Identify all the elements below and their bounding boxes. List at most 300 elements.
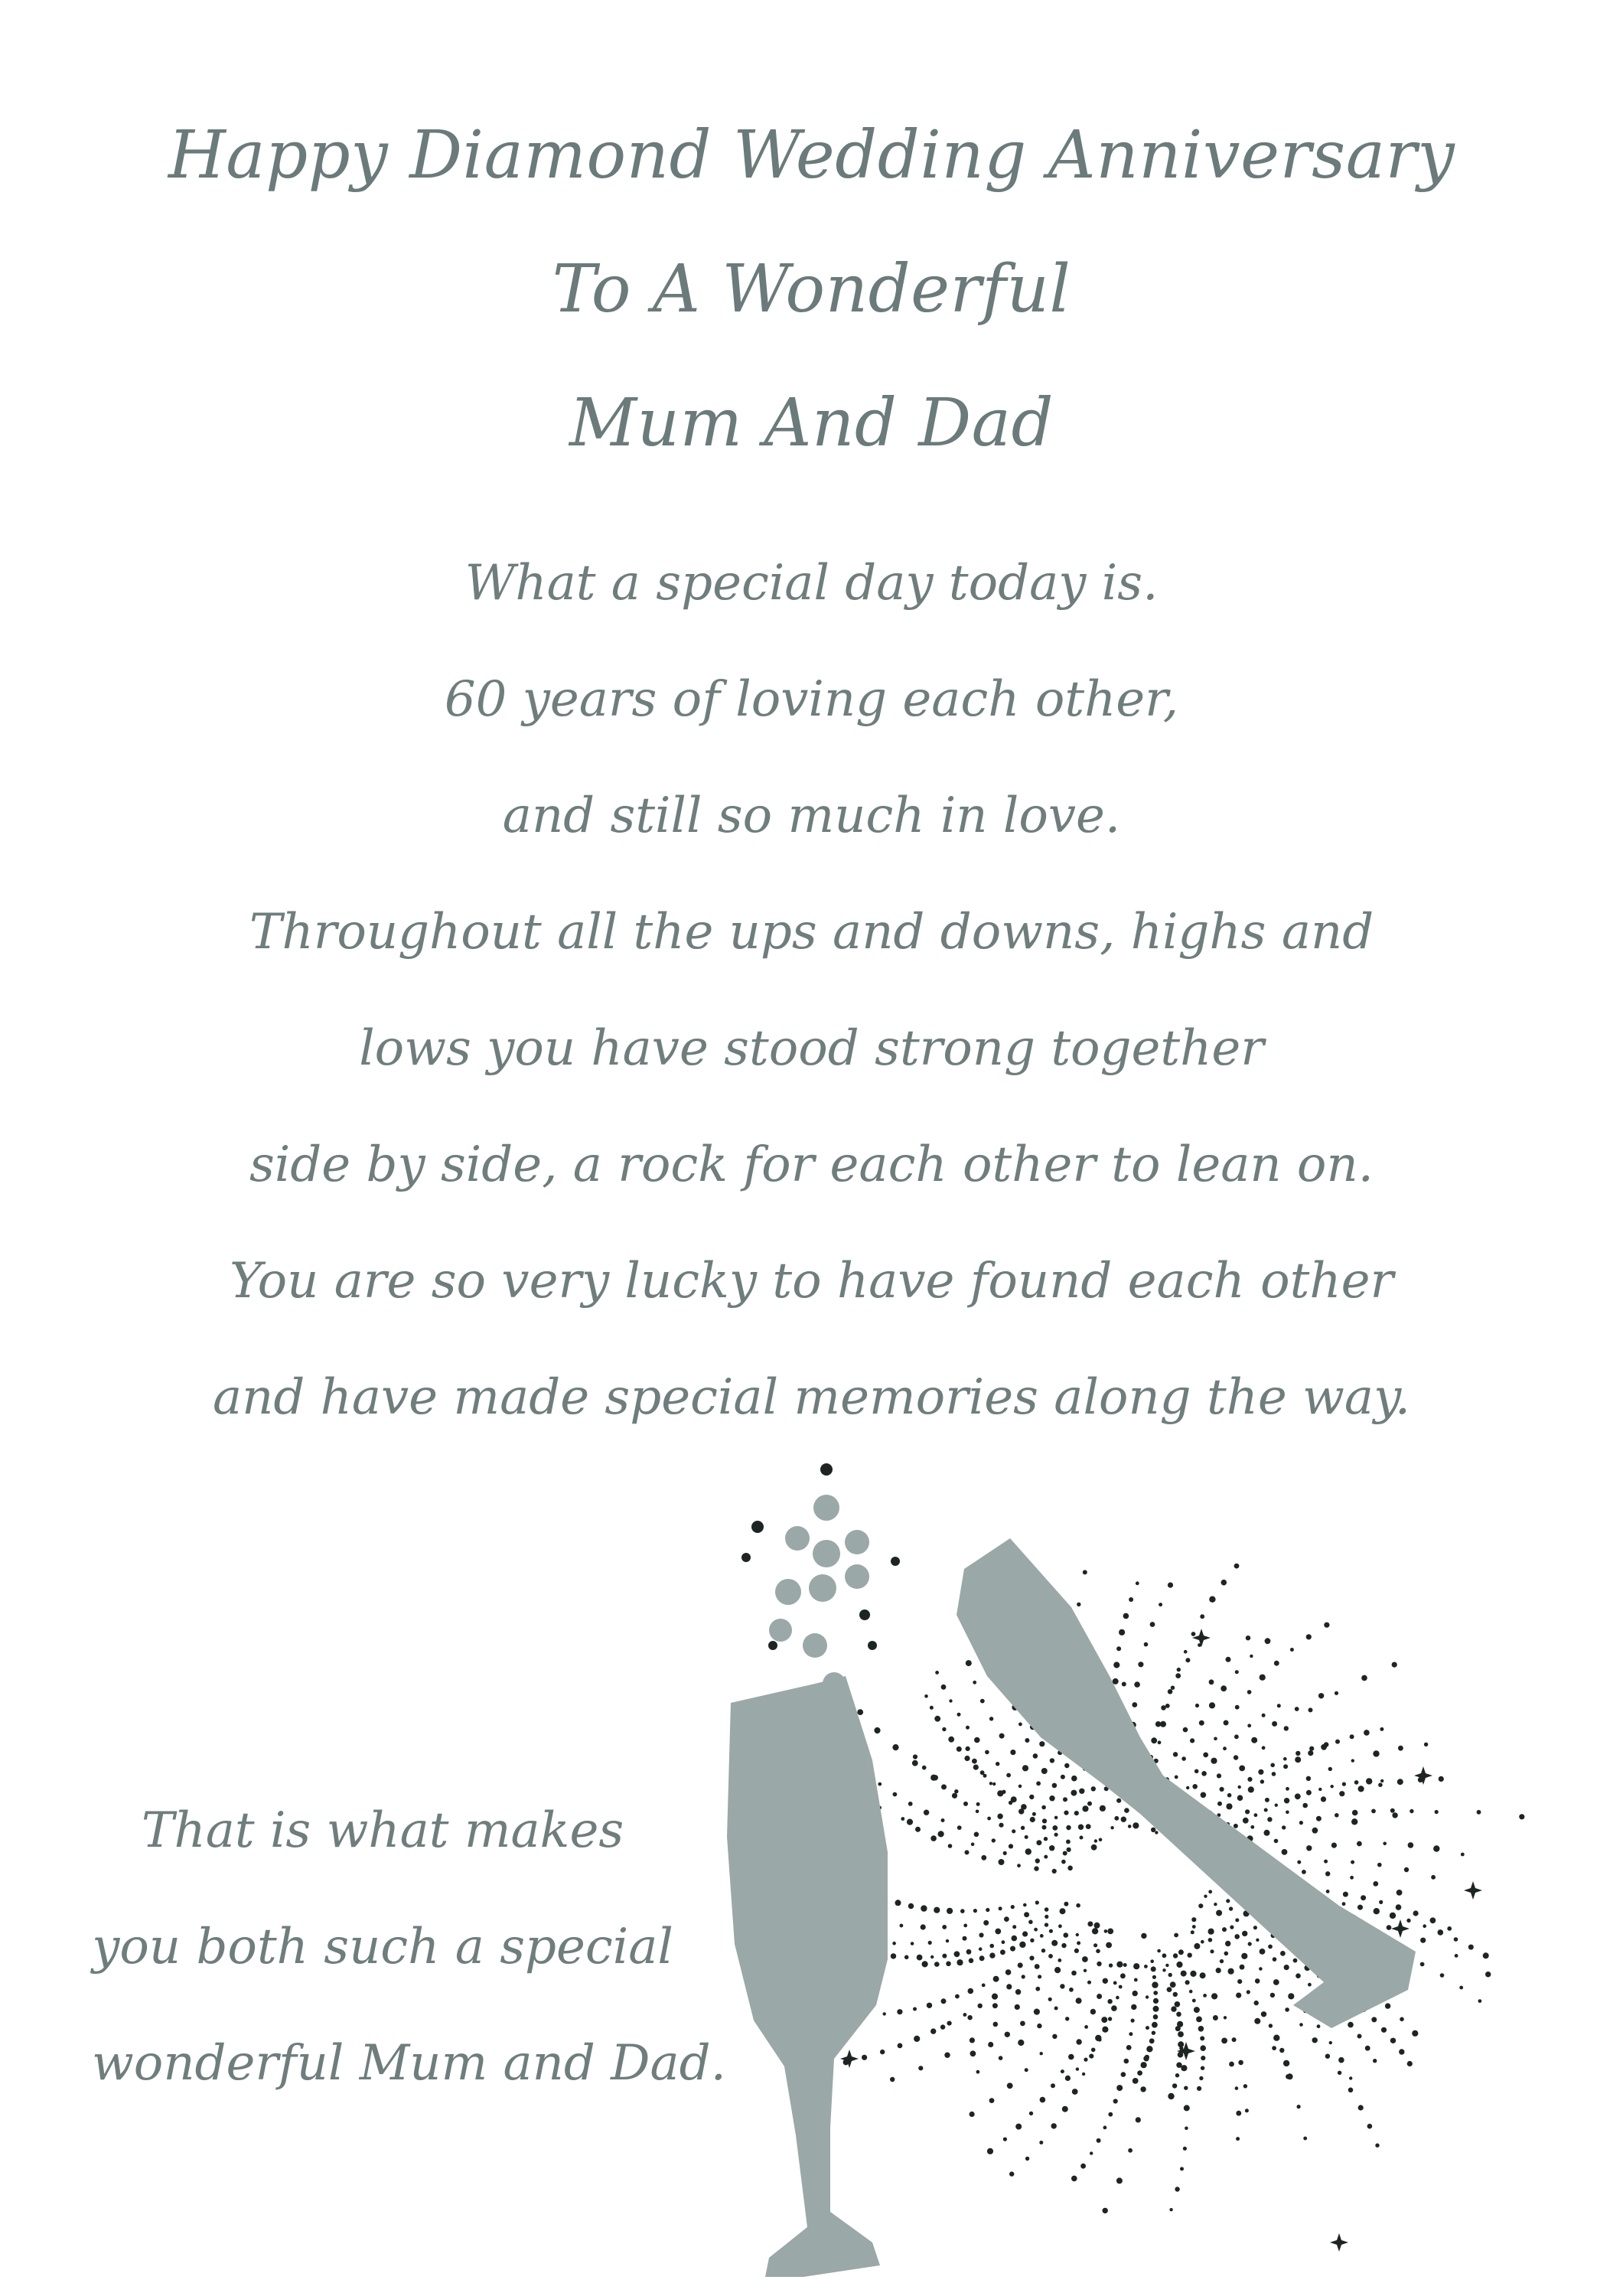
- sparkle-dot: [1002, 1940, 1005, 1944]
- sparkle-dot: [1051, 1940, 1058, 1946]
- sparkle-dot: [1208, 1929, 1214, 1935]
- sparkle-dot: [1064, 1763, 1069, 1768]
- sparkle-dot: [1192, 1925, 1196, 1929]
- sparkle-dot: [1260, 1949, 1266, 1955]
- sparkle-dot: [1143, 2056, 1149, 2061]
- sparkle-dot: [1237, 1979, 1242, 1984]
- sparkle-dot: [1468, 1945, 1474, 1950]
- sparkle-dot: [934, 1716, 940, 1722]
- sparkle-dot: [1153, 1991, 1158, 1995]
- sparkle-dot: [1071, 1971, 1077, 1976]
- sparkle-dot: [1124, 1808, 1129, 1813]
- sparkle-dot: [1051, 2123, 1057, 2128]
- sparkle-dot: [1054, 1816, 1058, 1820]
- sparkle-dot: [922, 1961, 928, 1967]
- sparkle-dot: [1184, 2105, 1190, 2111]
- sparkle-dot: [1025, 2157, 1029, 2161]
- sparkle-dot: [1238, 1786, 1241, 1789]
- sparkle-dot: [1064, 1902, 1068, 1906]
- sparkle-dot: [1061, 1943, 1066, 1948]
- sparkle-dot: [1373, 1750, 1379, 1756]
- sparkle-dot: [1381, 2027, 1387, 2033]
- sparkle-dot: [1199, 2076, 1203, 2080]
- sparkle-dot: [1258, 1769, 1263, 1775]
- sparkle-dot: [1091, 2048, 1096, 2053]
- sparkle-dot: [1217, 1802, 1222, 1806]
- sparkle-dot: [930, 1955, 934, 1958]
- sparkle-dot: [1209, 1596, 1215, 1603]
- sparkle-dot: [1288, 1993, 1294, 1999]
- sparkle-dot: [1303, 2137, 1307, 2141]
- sparkle-dot: [1151, 1737, 1157, 1743]
- sparkle-dot: [1002, 1790, 1005, 1794]
- bubble: [741, 1553, 751, 1562]
- sparkle-dot: [1485, 1971, 1491, 1977]
- sparkle-dot: [1357, 1841, 1362, 1847]
- sparkle-dot: [1234, 1564, 1240, 1569]
- sparkle-dot: [1045, 1915, 1048, 1919]
- sparkle-dot: [1335, 1691, 1338, 1695]
- sparkle-dot: [1155, 1831, 1158, 1834]
- sparkle-dot: [1107, 1929, 1113, 1935]
- sparkle-dot: [1189, 1990, 1193, 1994]
- sparkle-dot: [1129, 1597, 1133, 1602]
- sparkle-dot: [1223, 1746, 1227, 1750]
- sparkle-dot: [992, 1838, 996, 1842]
- sparkle-dot: [1190, 1971, 1196, 1977]
- sparkle-dot: [1010, 1750, 1015, 1755]
- sparkle-dot: [1478, 1999, 1482, 2003]
- sparkle-dot: [1136, 1581, 1139, 1585]
- sparkle-dot: [1357, 2034, 1362, 2039]
- sparkle-dot: [983, 1774, 987, 1778]
- sparkle-dot: [1277, 1704, 1281, 1707]
- sparkle-dot: [1060, 1908, 1066, 1914]
- sparkle-dot: [1318, 1693, 1324, 1698]
- sparkle-dot: [901, 1817, 904, 1821]
- sparkle-dot: [1191, 1917, 1196, 1922]
- sparkle-dot: [963, 1924, 967, 1928]
- sparkle-dot: [1035, 1900, 1039, 1904]
- sparkle-dot: [1197, 2086, 1201, 2091]
- bubble: [803, 1633, 827, 1658]
- sparkle-dot: [1352, 1810, 1358, 1816]
- sparkle-dot: [1150, 1622, 1155, 1627]
- sparkle-dot: [941, 1998, 947, 2004]
- sparkle-dot: [1306, 1634, 1312, 1639]
- sparkle-dot: [1306, 1845, 1312, 1851]
- sparkle-dot: [1079, 1789, 1084, 1794]
- bubble: [820, 1463, 833, 1476]
- sparkle-dot: [947, 1908, 953, 1914]
- sparkle-dot: [1392, 1662, 1397, 1668]
- sparkle-dot: [989, 1717, 993, 1720]
- sparkle-dot: [1283, 1764, 1288, 1769]
- sparkle-dot: [1146, 2046, 1152, 2052]
- sparkle-dot: [1399, 2049, 1404, 2054]
- sparkle-dot: [1171, 2006, 1176, 2011]
- sparkle-dot: [960, 1909, 965, 1913]
- sparkle-dot: [1119, 1985, 1123, 1989]
- sparkle-dot: [1132, 1702, 1137, 1707]
- sparkle-dot: [1024, 1912, 1029, 1917]
- sparkle-dot: [1250, 1825, 1254, 1829]
- sparkle-dot: [1123, 1613, 1129, 1619]
- sparkle-dot: [1245, 1809, 1250, 1814]
- sparkle-dot: [1051, 2083, 1055, 2088]
- sparkle-dot: [1213, 2015, 1218, 2020]
- sparkle-dot: [1167, 1987, 1172, 1992]
- bubble: [751, 1521, 764, 1533]
- sparkle-dot: [940, 2024, 945, 2029]
- sparkle-dot: [1342, 1902, 1346, 1906]
- sparkle-dot: [989, 2098, 995, 2103]
- sparkle-dot: [1128, 1825, 1132, 1828]
- sparkle-dot: [1272, 1721, 1277, 1727]
- sparkle-dot: [995, 1929, 1001, 1935]
- sparkle-dot: [1087, 1981, 1091, 1985]
- sparkle-dot: [1103, 1978, 1108, 1984]
- sparkle-dot: [1123, 1963, 1127, 1967]
- sparkle-dot: [1173, 1992, 1178, 1997]
- sparkle-dot: [1149, 2038, 1155, 2043]
- sparkle-dot: [1172, 2083, 1177, 2088]
- sparkle-dot: [1076, 1998, 1082, 2004]
- sparkle-dot: [1185, 2127, 1188, 2131]
- sparkle-dot: [947, 2021, 952, 2026]
- champagne-glass-left: [727, 1676, 888, 2277]
- sparkle-dot: [966, 1949, 972, 1955]
- sparkle-dot: [928, 1941, 932, 1945]
- sparkle-dot: [1175, 2073, 1179, 2077]
- sparkle-dot: [1048, 1998, 1052, 2001]
- sparkle-dot: [992, 2003, 998, 2008]
- sparkle-dot: [1052, 1869, 1057, 1874]
- sparkle-dot: [1076, 2067, 1079, 2070]
- sparkle-dot: [934, 1962, 940, 1967]
- sparkle-dot: [1071, 1790, 1077, 1796]
- sparkle-dot: [878, 1782, 882, 1786]
- closing-line-2: you both such a special: [92, 1919, 673, 1975]
- star-icon: [1192, 1629, 1211, 1647]
- sparkle-dot: [1069, 1988, 1074, 1992]
- sparkle-dot: [927, 2003, 932, 2008]
- sparkle-dot: [1066, 1825, 1071, 1830]
- sparkle-dot: [1090, 2151, 1093, 2154]
- verse-line-7: You are so very lucky to have found each other: [229, 1253, 1394, 1309]
- sparkle-dot: [957, 1713, 961, 1717]
- sparkle-dot: [1297, 2105, 1301, 2108]
- sparkle-dot: [1022, 1975, 1025, 1978]
- sparkle-dot: [1447, 1926, 1452, 1931]
- bubble: [809, 1574, 836, 1602]
- sparkle-dot: [1104, 1929, 1108, 1933]
- sparkle-dot: [1058, 1958, 1061, 1962]
- sparkle-dot: [1459, 1986, 1463, 1990]
- sparkle-dot: [1170, 1981, 1176, 1988]
- sparkle-dot: [1438, 1929, 1444, 1936]
- sparkle-dot: [1229, 2062, 1234, 2067]
- sparkle-dot: [1020, 2021, 1025, 2027]
- sparkle-dot: [1097, 1994, 1102, 1999]
- sparkle-dot: [979, 1955, 985, 1961]
- bubble: [769, 1619, 792, 1642]
- sparkle-dot: [1058, 1924, 1062, 1928]
- sparkle-dot: [934, 1907, 940, 1913]
- sparkle-dot: [954, 1789, 958, 1793]
- sparkle-dot: [957, 1825, 962, 1830]
- sparkle-dot: [1097, 1962, 1101, 1966]
- sparkle-dot: [942, 1727, 946, 1731]
- star-icon: [1464, 1881, 1482, 1900]
- sparkle-dot: [1195, 1704, 1199, 1707]
- sparkle-dot: [1006, 1984, 1012, 1989]
- sparkle-dot: [1063, 1851, 1067, 1856]
- sparkle-dot: [965, 1850, 970, 1854]
- sparkle-dot: [1216, 1910, 1222, 1916]
- sparkle-dot: [974, 1737, 980, 1743]
- sparkle-dot: [1343, 1892, 1348, 1897]
- sparkle-dot: [1054, 2007, 1058, 2011]
- sparkle-dot: [1379, 1900, 1383, 1904]
- sparkle-dot: [1175, 2026, 1181, 2031]
- sparkle-dot: [1392, 1812, 1397, 1818]
- sparkle-dot: [904, 1955, 909, 1960]
- sparkle-dot: [1044, 1855, 1048, 1859]
- sparkle-dot: [1141, 2062, 1147, 2068]
- sparkle-dot: [1110, 1826, 1113, 1829]
- sparkle-dot: [1064, 1811, 1068, 1815]
- sparkle-dot: [1201, 2056, 1205, 2060]
- sparkle-dot: [1235, 1670, 1239, 1674]
- sparkle-dot: [1158, 1740, 1162, 1744]
- sparkle-dot: [1397, 1779, 1403, 1785]
- sparkle-dot: [1034, 1866, 1038, 1870]
- sparkle-dot: [1297, 1861, 1301, 1864]
- sparkle-dot: [1246, 1636, 1250, 1640]
- sparkle-dot: [1012, 1829, 1015, 1833]
- sparkle-dot: [1178, 2031, 1184, 2037]
- sparkle-dot: [1022, 1931, 1028, 1936]
- sparkle-dot: [997, 1814, 1002, 1819]
- sparkle-dot: [1361, 1675, 1367, 1681]
- sparkle-dot: [1199, 1720, 1204, 1726]
- sparkle-dot: [1116, 2177, 1123, 2183]
- sparkle-dot: [1176, 1962, 1182, 1968]
- sparkle-dot: [1217, 1773, 1221, 1778]
- sparkle-dot: [1433, 1845, 1439, 1851]
- sparkle-dot: [1153, 2006, 1159, 2012]
- sparkle-dot: [930, 1706, 934, 1710]
- sparkle-dot: [944, 2053, 950, 2058]
- sparkle-dot: [1265, 1638, 1271, 1644]
- sparkle-dot: [957, 1959, 963, 1965]
- sparkle-dot: [895, 1900, 901, 1906]
- sparkle-dot: [1023, 1903, 1027, 1907]
- sparkle-dot: [1140, 2086, 1146, 2092]
- sparkle-dot: [1232, 2037, 1237, 2042]
- sparkle-dot: [1400, 2017, 1404, 2022]
- card-title-line-2: To A Wonderful: [552, 251, 1071, 328]
- sparkle-dot: [1161, 1705, 1166, 1711]
- sparkle-dot: [1454, 1937, 1458, 1942]
- sparkle-dot: [900, 1924, 904, 1928]
- sparkle-dot: [1208, 1938, 1213, 1942]
- sparkle-dot: [1365, 2046, 1370, 2051]
- sparkle-dot: [1309, 1707, 1313, 1712]
- sparkle-dot: [922, 1766, 927, 1770]
- sparkle-dot: [1006, 1773, 1011, 1778]
- sparkle-dot: [1152, 2031, 1155, 2035]
- sparkle-dot: [1224, 1720, 1229, 1726]
- sparkle-dot: [964, 1756, 970, 1761]
- sparkle-dot: [1015, 1989, 1021, 1994]
- sparkle-dot: [1374, 1908, 1380, 1914]
- bubble: [845, 1530, 869, 1554]
- sparkle-dot: [1224, 2016, 1227, 2019]
- sparkle-dot: [1221, 1685, 1227, 1691]
- sparkle-dot: [986, 1908, 989, 1912]
- sparkle-dot: [1184, 2086, 1188, 2090]
- sparkle-dot: [1084, 2058, 1087, 2062]
- sparkle-dot: [1144, 1642, 1149, 1647]
- sparkle-dot: [1256, 1939, 1259, 1942]
- sparkle-dot: [981, 1855, 986, 1861]
- sparkle-dot: [992, 1782, 996, 1786]
- sparkle-dot: [1267, 1817, 1272, 1821]
- sparkle-dot: [1152, 1975, 1156, 1979]
- sparkle-dot: [1120, 1973, 1126, 1978]
- sparkle-dot: [1306, 1776, 1311, 1781]
- sparkle-dot: [1230, 1926, 1234, 1929]
- star-icon: [840, 2050, 859, 2068]
- sparkle-dot: [972, 1759, 977, 1764]
- sparkle-dot: [999, 1859, 1005, 1865]
- sparkle-dot: [1063, 1797, 1067, 1802]
- sparkle-dot: [1226, 1803, 1232, 1809]
- sparkle-dot: [1183, 2147, 1187, 2151]
- sparkle-dot: [1035, 1964, 1040, 1969]
- sparkle-dot: [1209, 1679, 1214, 1684]
- sparkle-dot: [1279, 2048, 1284, 2053]
- sparkle-dot: [1295, 1707, 1299, 1711]
- sparkle-dot: [1146, 2026, 1149, 2030]
- sparkle-dot: [970, 2050, 976, 2056]
- sparkle-dot: [1196, 2017, 1202, 2023]
- sparkle-dot: [1229, 1906, 1233, 1910]
- sparkle-dot: [1203, 1753, 1208, 1758]
- sparkle-dot: [1038, 1975, 1041, 1978]
- sparkle-dot: [1342, 1782, 1346, 1786]
- sparkle-dot: [1072, 2089, 1078, 2095]
- sparkle-dot: [963, 2013, 967, 2017]
- sparkle-dot: [985, 1750, 989, 1755]
- sparkle-dot: [1131, 2019, 1135, 2023]
- sparkle-dot: [1259, 1967, 1263, 1971]
- sparkle-dot: [1003, 2138, 1007, 2141]
- sparkle-dot: [1286, 1787, 1289, 1791]
- sparkle-dot: [1265, 1798, 1269, 1802]
- sparkle-dot: [1092, 1928, 1098, 1934]
- bubble: [859, 1609, 870, 1620]
- sparkle-dot: [1349, 2076, 1352, 2079]
- sparkle-dot: [978, 2004, 983, 2008]
- sparkle-dot: [1078, 1825, 1084, 1830]
- sparkle-dot: [1200, 2036, 1204, 2040]
- sparkle-dot: [1129, 2032, 1133, 2036]
- sparkle-dot: [1103, 2208, 1108, 2213]
- sparkle-dot: [1165, 1704, 1170, 1708]
- sparkle-dot: [1162, 1968, 1165, 1971]
- sparkle-dot: [1194, 1943, 1200, 1949]
- sparkle-dot: [1009, 1844, 1013, 1848]
- sparkle-dot: [987, 1817, 991, 1821]
- sparkle-dot: [1268, 1945, 1273, 1949]
- sparkle-dot: [1410, 1809, 1413, 1813]
- sparkle-dot: [971, 1843, 975, 1847]
- sparkle-dot: [1191, 1930, 1194, 1934]
- sparkle-dot: [1221, 2038, 1227, 2044]
- star-icon: [1330, 2233, 1348, 2252]
- sparkle-dot: [1519, 1814, 1524, 1819]
- sparkle-dot: [1387, 1925, 1392, 1930]
- sparkle-dot: [1100, 1805, 1106, 1812]
- sparkle-dot: [1270, 1763, 1275, 1768]
- sparkle-dot: [1234, 1934, 1240, 1939]
- sparkle-dot: [1064, 1932, 1069, 1938]
- sparkle-dot: [969, 1958, 974, 1964]
- sparkle-dot: [976, 2070, 980, 2074]
- sparkle-dot: [1087, 1921, 1093, 1926]
- sparkle-dot: [1274, 1661, 1279, 1666]
- sparkle-dot: [993, 2022, 999, 2027]
- sparkle-dot: [862, 2055, 867, 2060]
- sparkle-dot: [1286, 2074, 1290, 2079]
- sparkle-dot: [1018, 1962, 1023, 1968]
- sparkle-dot: [1052, 2034, 1057, 2039]
- sparkle-dot: [1338, 2057, 1344, 2063]
- sparkle-dot: [1234, 1734, 1239, 1739]
- sparkle-dot: [1358, 2105, 1364, 2110]
- sparkle-dot: [1065, 2017, 1069, 2020]
- sparkle-dot: [1168, 1689, 1173, 1694]
- sparkle-dot: [1299, 1821, 1303, 1825]
- sparkle-dot: [1290, 1648, 1294, 1652]
- sparkle-dot: [1211, 1758, 1217, 1764]
- sparkle-dot: [1028, 1920, 1033, 1925]
- sparkle-dot: [1350, 1876, 1354, 1880]
- sparkle-dot: [1201, 1940, 1204, 1944]
- sparkle-dot: [1335, 1813, 1339, 1818]
- sparkle-dot: [892, 1744, 898, 1750]
- sparkle-dot: [1034, 2009, 1040, 2015]
- sparkle-dot: [1025, 2068, 1028, 2072]
- sparkle-dot: [874, 1727, 880, 1733]
- sparkle-dot: [914, 2036, 920, 2042]
- sparkle-dot: [948, 1737, 954, 1743]
- sparkle-dot: [1312, 2037, 1318, 2043]
- sparkle-dot: [942, 1954, 947, 1958]
- sparkle-dot: [970, 2112, 975, 2117]
- sparkle-dot: [1350, 1734, 1354, 1739]
- sparkle-dot: [1012, 1925, 1016, 1929]
- sparkle-dot: [1000, 1949, 1005, 1955]
- sparkle-dot: [1406, 1919, 1410, 1923]
- sparkle-dot: [1251, 1737, 1257, 1743]
- sparkle-dot: [1095, 2035, 1101, 2041]
- sparkle-dot: [1308, 1750, 1313, 1756]
- sparkle-dot: [1234, 1755, 1238, 1760]
